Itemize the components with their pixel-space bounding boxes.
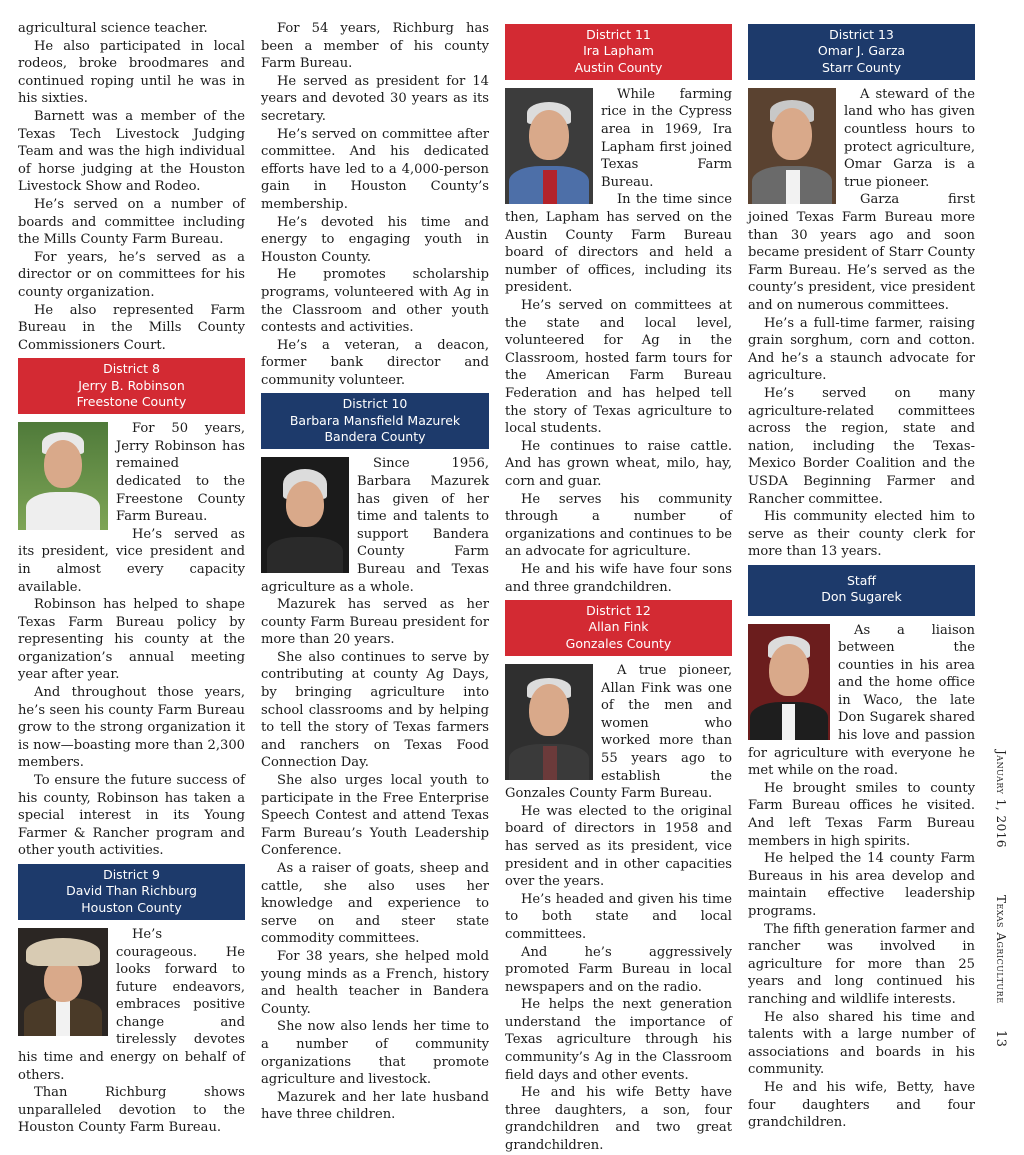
county-name: Austin County <box>574 59 663 75</box>
column-2 <box>261 20 489 1124</box>
district-13-header <box>748 24 975 80</box>
paragraph: He’s served on many agriculture-related committees across the region, state and nation, including the Texas-Mexico Border Coalition and the USDA Beginning Farmer and Rancher committee. <box>748 385 975 507</box>
staff-header <box>748 565 975 616</box>
district-label: District 12 <box>586 603 651 619</box>
district-label: District 11 <box>586 27 651 42</box>
paragraph: He served as president for 14 years and devoted 30 years as its secretary. <box>261 73 489 124</box>
paragraph: He’s served on committee after committee. And his dedicated efforts have led to a 4,000-person gain in Houston County’s membership. <box>261 126 489 212</box>
honoree-name: Barbara Mansfield Mazurek <box>289 412 461 428</box>
sugarek-photo <box>748 624 830 740</box>
paragraph: While farming rice in the Cypress area in 1969, Ira Lapham first joined Texas Farm Bureau. <box>601 86 732 190</box>
paragraph: Since 1956, Barbara Mazurek has given of her time and talents to support Bandera County Farm Bureau and Texas agriculture as a whole. <box>261 456 489 595</box>
paragraph: The fifth generation farmer and rancher was involved in agriculture for more than 25 years and long continued his ranching and wildlife interests. <box>748 921 975 1007</box>
district-12-header <box>505 600 732 656</box>
district-10-header <box>261 393 489 449</box>
paragraph: A steward of the land who has given countless hours to protect agriculture, Omar Garza is a true pioneer. <box>844 86 975 190</box>
paragraph: A true pioneer, Allan Fink was one of the men and women who worked more than 55 years ago to establish the Gonzales County Farm Bureau. <box>505 663 732 802</box>
paragraph: He brought smiles to county Farm Bureau offices he visited. And left Texas Farm Bureau members in high spirits. <box>748 780 975 849</box>
paragraph: For 38 years, she helped mold young minds as a French, history and health teacher in Bandera County. <box>261 948 489 1017</box>
paragraph: He also represented Farm Bureau in the Mills County Commissioners Court. <box>18 302 245 353</box>
mazurek-photo <box>261 457 349 573</box>
issue-date: January 1, 2016 <box>994 750 1008 849</box>
paragraph: He’s headed and given his time to both state and local committees. <box>505 891 732 942</box>
district-label: District 13 <box>829 27 894 42</box>
county-name: Houston County <box>81 899 182 915</box>
paragraph: He’s a full-time farmer, raising grain sorghum, corn and cotton. And he’s a staunch advocate for agriculture. <box>748 315 975 384</box>
paragraph: As a raiser of goats, sheep and cattle, she also uses her knowledge and experience to serve on and steer state commodity committees. <box>261 861 489 947</box>
paragraph: He also participated in local rodeos, broke broodmares and continued roping until he was in his sixties. <box>18 38 245 107</box>
column-1 <box>18 20 245 1137</box>
paragraph: And he’s aggressively promoted Farm Bureau in local newspapers and on the radio. <box>505 944 732 995</box>
county-name: Gonzales County <box>565 635 672 651</box>
district-9-header <box>18 864 245 920</box>
paragraph: His community elected him to serve as their county clerk for more than 13 years. <box>748 509 975 560</box>
paragraph: Mazurek has served as her county Farm Bureau president for more than 20 years. <box>261 597 489 648</box>
paragraph: He helps the next generation understand the importance of Texas agriculture through his community’s Ag in the Classroom field days and other events. <box>505 997 732 1083</box>
paragraph: And throughout those years, he’s seen his county Farm Bureau grow to the strong organization it is now—boasting more than 2,300 members. <box>18 685 245 771</box>
district-label: District 10 <box>342 396 408 412</box>
district-label: District 9 <box>103 867 160 883</box>
paragraph: She now also lends her time to a number of community organizations that promote agriculture and livestock. <box>261 1019 489 1088</box>
paragraph: Than Richburg shows unparalleled devotion to the Houston County Farm Bureau. <box>18 1085 245 1136</box>
honoree-name: Allan Fink <box>588 619 649 635</box>
richburg-photo <box>18 928 108 1036</box>
honoree-name: Don Sugarek <box>821 589 902 605</box>
paragraph: For 54 years, Richburg has been a member of his county Farm Bureau. <box>261 21 489 72</box>
column-4 <box>748 20 975 1132</box>
page-number: 13 <box>993 1030 1008 1048</box>
paragraph: In the time since then, Lapham has served on the Austin County Farm Bureau board of directors and held a number of offices, including its president. <box>505 192 732 296</box>
paragraph: He’s courageous. He looks forward to future endeavors, embraces positive change and tirelessly devotes his time and energy on behalf of others. <box>18 926 245 1083</box>
paragraph: agricultural science teacher. <box>18 21 208 36</box>
paragraph: He promotes scholarship programs, volunteered with Ag in the Classroom and other youth contests and activities. <box>261 267 489 336</box>
paragraph: He continues to raise cattle. And has grown wheat, milo, hay, corn and guar. <box>505 438 732 489</box>
paragraph: He’s served on a number of boards and committee including the Mills County Farm Bureau. <box>18 196 245 248</box>
paragraph: He’s served as its president, vice president and in almost every capacity available. <box>18 526 245 595</box>
paragraph: Robinson has helped to shape Texas Farm Bureau policy by representing his county at the organization’s annual meeting year after year. <box>18 597 245 683</box>
column-3 <box>505 20 732 1155</box>
paragraph: He and his wife, Betty, have four daughters and four grandchildren. <box>748 1079 975 1131</box>
paragraph: Garza first joined Texas Farm Bureau more than 30 years ago and soon became president of Starr County Farm Bureau. He’s served as the county’s president, vice president and on numerous committees. <box>748 192 975 314</box>
paragraph: He’s served on committees at the state and local level, volunteered for Ag in the Classroom, hosted farm tours for the American Farm Bureau Federation and has helped tell the story of Texas agriculture to local students. <box>505 298 732 437</box>
paragraph: She also continues to serve by contributing at county Ag Days, by bringing agriculture into school classrooms and by helping to tell the story of Texas farmers and ranchers on Texas Food Connection Day. <box>261 649 489 771</box>
paragraph: He serves his community through a number of organizations and continues to be an advocate for agriculture. <box>505 491 732 560</box>
district-label: District 8 <box>103 361 160 377</box>
county-name: Bandera County <box>324 429 426 445</box>
county-name: Starr County <box>821 59 902 75</box>
honoree-name: Jerry B. Robinson <box>78 377 185 393</box>
honoree-name: Ira Lapham <box>583 43 654 59</box>
garza-photo <box>748 88 836 204</box>
lapham-photo <box>505 88 593 204</box>
paragraph: Barnett was a member of the Texas Tech Livestock Judging Team and was the high individual of horse judging at the Houston Livestock Show and Rodeo. <box>18 108 245 195</box>
county-name: Freestone County <box>76 393 187 409</box>
district-8-header <box>18 358 245 414</box>
paragraph: For 50 years, Jerry Robinson has remained dedicated to the Freestone County Farm Bureau. <box>116 421 245 525</box>
paragraph: Mazurek and her late husband have three children. <box>261 1089 489 1123</box>
paragraph: She also urges local youth to participate in the Free Enterprise Speech Contest and attend Texas Farm Bureau’s Youth Leadership Conference. <box>261 773 489 859</box>
paragraph: He’s a veteran, a deacon, former bank director and community volunteer. <box>261 337 489 388</box>
paragraph: He helped the 14 county Farm Bureaus in his area develop and maintain effective leadership programs. <box>748 851 975 920</box>
publication-name: Texas Agriculture <box>994 895 1008 1004</box>
honoree-name: David Than Richburg <box>66 883 197 899</box>
paragraph: He’s devoted his time and energy to engaging youth in Houston County. <box>261 214 489 265</box>
paragraph: He and his wife Betty have three daughters, a son, four grandchildren and two great grandchildren. <box>505 1085 732 1154</box>
honoree-name: Omar J. Garza <box>817 43 906 59</box>
fink-photo <box>505 664 593 780</box>
paragraph: He was elected to the original board of directors in 1958 and has served as its president, vice president and in other capacities over the years. <box>505 803 732 890</box>
district-11-header <box>505 24 732 80</box>
paragraph: For years, he’s served as a director or on committees for his county organization. <box>18 249 245 300</box>
paragraph: He and his wife have four sons and three grandchildren. <box>505 561 732 595</box>
robinson-photo <box>18 422 108 530</box>
staff-label: Staff <box>846 572 877 588</box>
paragraph: He also shared his time and talents with a large number of associations and boards in his community. <box>748 1009 975 1078</box>
paragraph: To ensure the future success of his county, Robinson has taken a special interest in its Young Farmer & Rancher program and other youth activities. <box>18 773 245 859</box>
paragraph: As a liaison between the counties in his area and the home office in Waco, the late Don Sugarek shared his love and passion for agriculture with everyone he met while on the road. <box>748 622 975 779</box>
